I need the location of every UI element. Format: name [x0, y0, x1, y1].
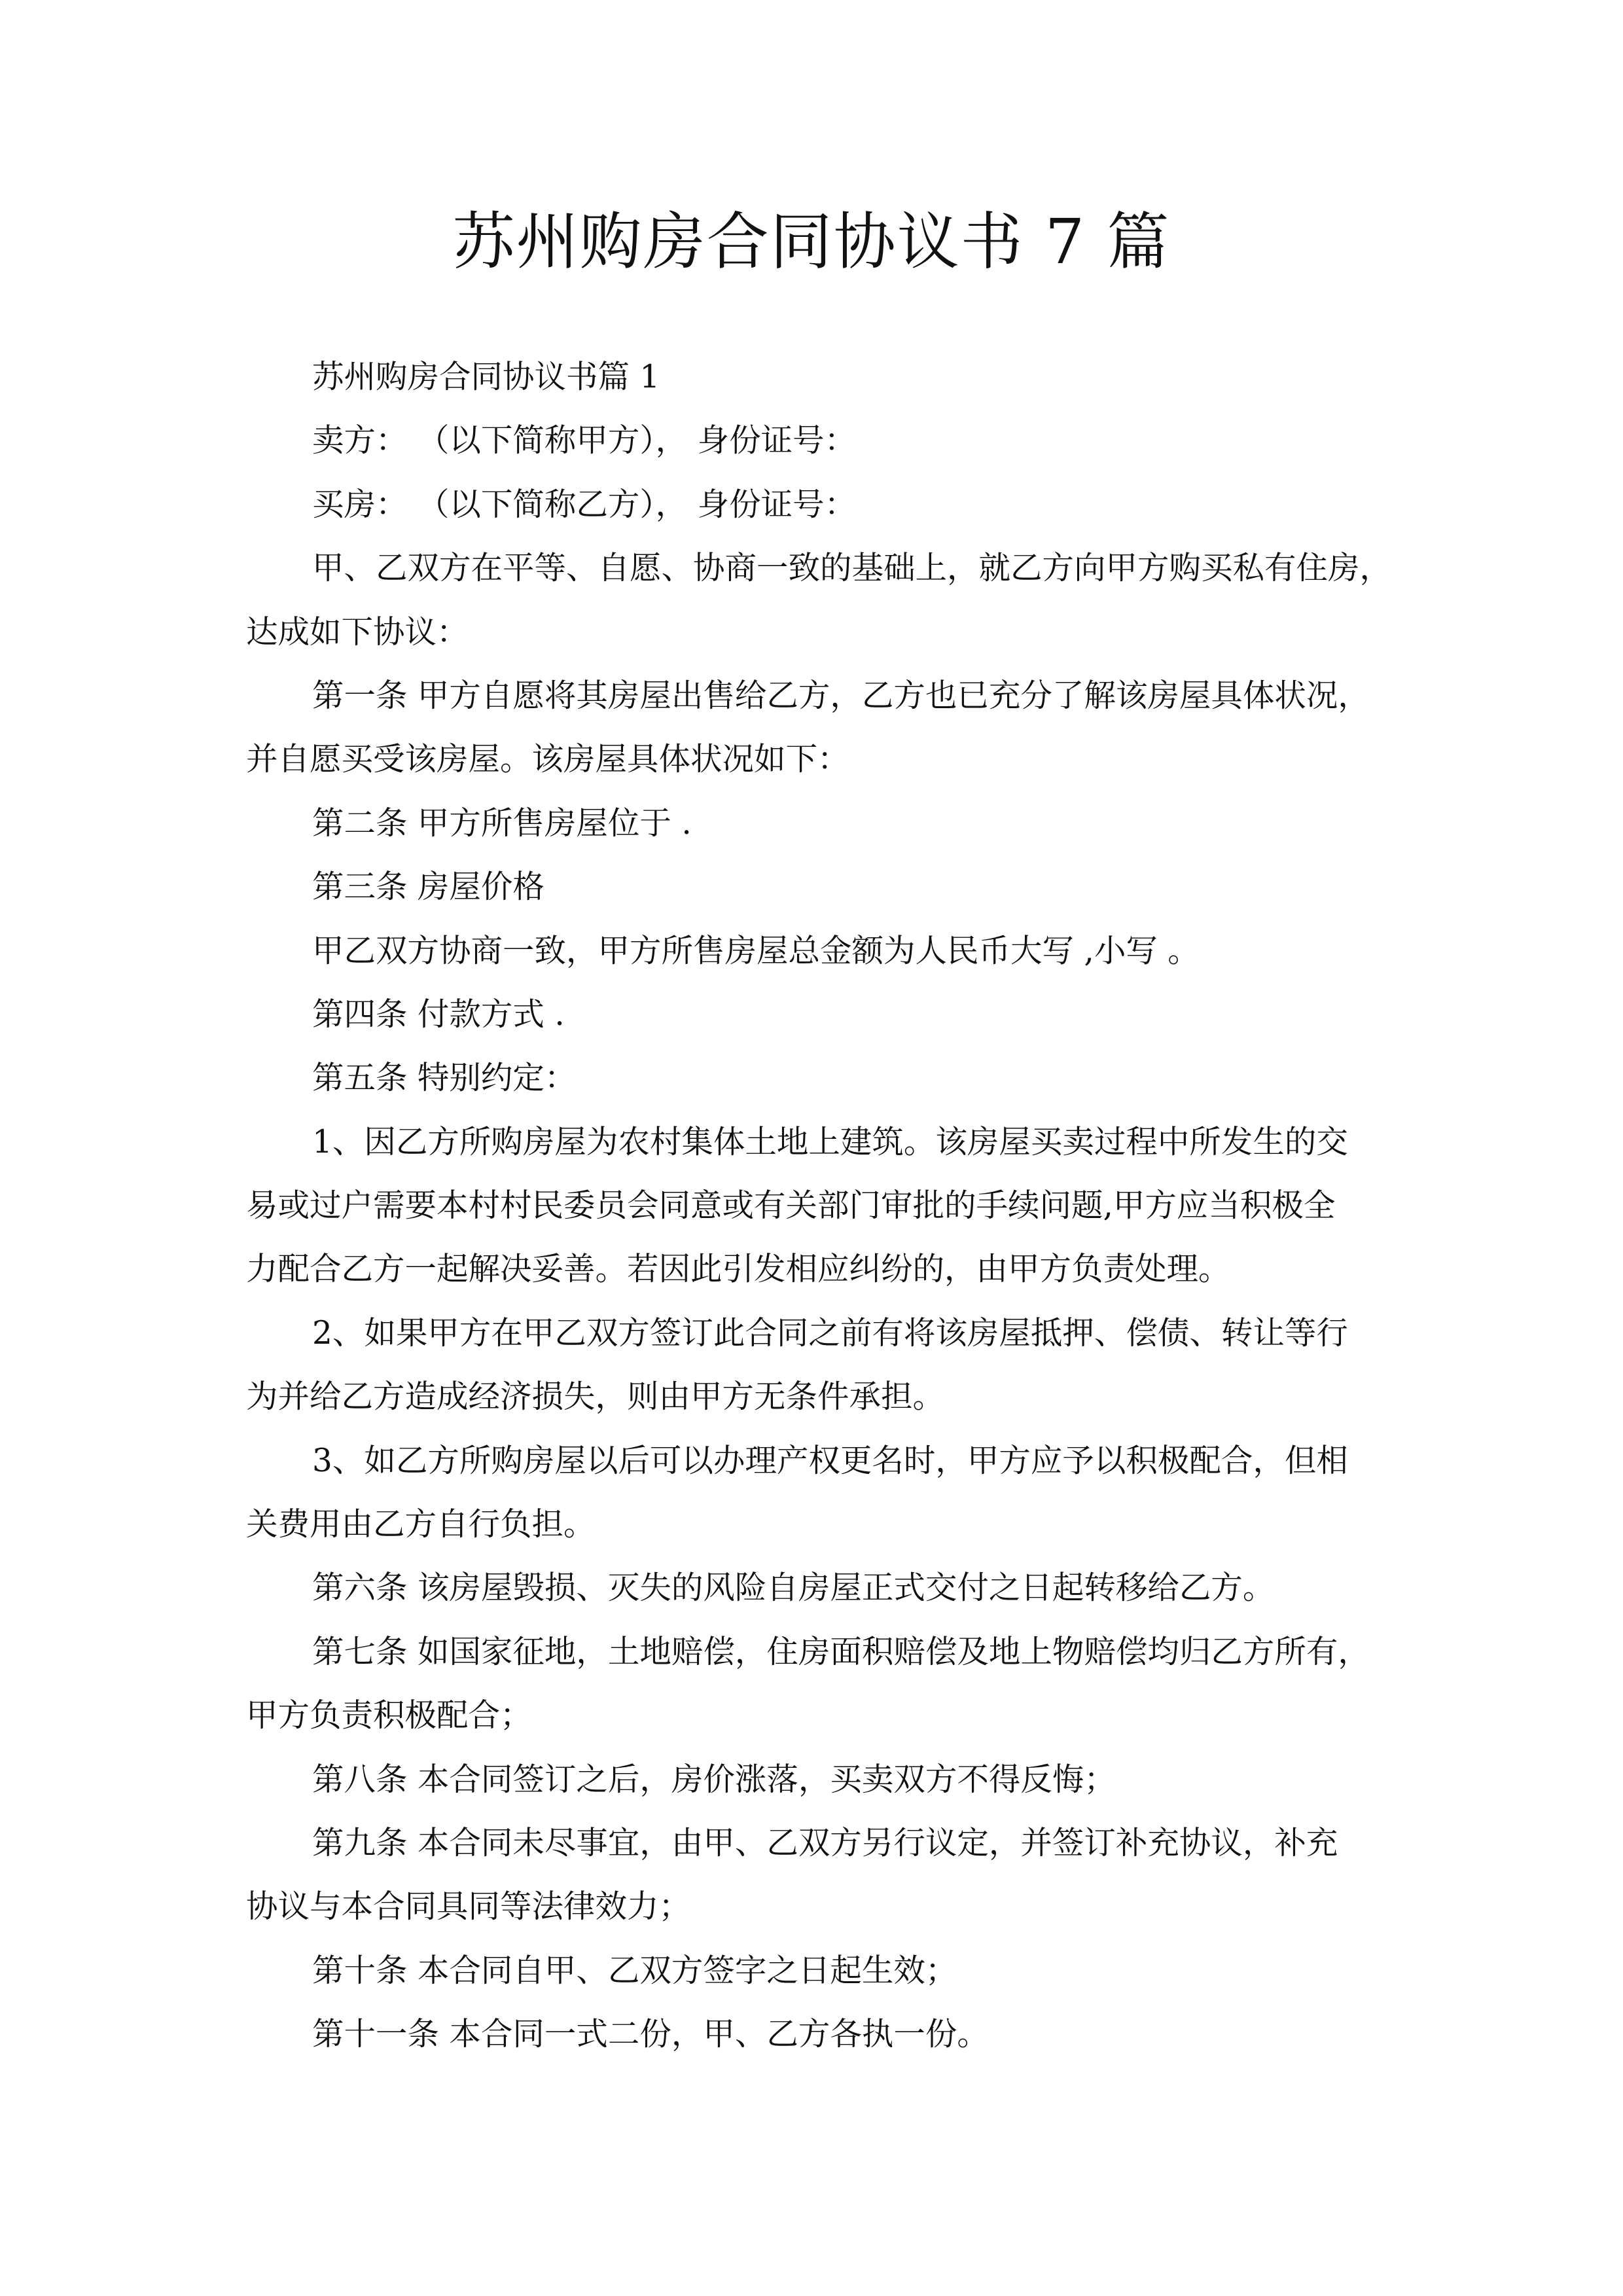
text-line: 关费用由乙方自行负担。: [246, 1506, 596, 1543]
text-line: 协议与本合同具同等法律效力；: [246, 1888, 691, 1926]
text-line: 第四条 付款方式 .: [312, 996, 565, 1033]
paragraph: [246, 473, 1398, 537]
paragraph: [246, 983, 1398, 1047]
paragraph: [246, 1812, 1398, 1939]
text-line: 甲、乙双方在平等、自愿、协商一致的基础上，就乙方向甲方购买私有住房，: [312, 550, 1392, 587]
text-line: 第六条 该房屋毁损、灭失的风险自房屋正式交付之日起转移给乙方。: [312, 1570, 1275, 1607]
paragraph: [246, 1047, 1398, 1110]
paragraph: [246, 920, 1398, 983]
paragraph: [246, 1111, 1398, 1302]
text-line: 苏州购房合同协议书篇 1: [312, 359, 660, 395]
text-line: 甲乙双方协商一致，甲方所售房屋总金额为人民币大写 ,小写 。: [312, 932, 1200, 969]
text-line: 3、如乙方所购房屋以后可以办理产权更名时，甲方应予以积极配合，但相: [312, 1442, 1348, 1479]
text-line: 为并给乙方造成经济损失，则由甲方无条件承担。: [246, 1378, 945, 1416]
text-line: 第七条 如国家征地，土地赔偿，住房面积赔偿及地上物赔偿均归乙方所有，: [312, 1633, 1370, 1670]
paragraph: [246, 855, 1398, 919]
paragraph: [246, 664, 1398, 792]
paragraph: [246, 1302, 1398, 1429]
text-line: 第五条 特别约定：: [312, 1060, 577, 1097]
text-line: 第十条 本合同自甲、乙双方签字之日起生效；: [312, 1952, 957, 1989]
paragraph: [246, 346, 1398, 409]
text-line: 第十一条 本合同一式二份，甲、乙方各执一份。: [312, 2016, 989, 2053]
document-title: 苏州购房合同协议书 7 篇: [452, 206, 1171, 278]
text-line: 买房： （以下简称乙方）， 身份证号：: [312, 486, 857, 523]
text-line: 第一条 甲方自愿将其房屋出售给乙方，乙方也已充分了解该房屋具体状况，: [312, 677, 1370, 714]
text-line: 第三条 房屋价格: [312, 869, 544, 906]
text-line: 第八条 本合同签订之后，房价涨落，买卖双方不得反悔；: [312, 1761, 1116, 1798]
document-body: [246, 346, 1398, 2067]
text-line: 并自愿买受该房屋。该房屋具体状况如下：: [246, 741, 849, 778]
text-line: 第二条 甲方所售房屋位于 .: [312, 804, 692, 842]
paragraph: [246, 409, 1398, 473]
paragraph: [246, 1621, 1398, 1748]
paragraph: [246, 537, 1398, 664]
text-line: 卖方： （以下简称甲方）， 身份证号：: [312, 422, 857, 459]
paragraph: [246, 792, 1398, 855]
text-line: 2、如果甲方在甲乙双方签订此合同之前有将该房屋抵押、偿债、转让等行: [312, 1314, 1348, 1352]
paragraph: [246, 1939, 1398, 2003]
paragraph: [246, 1556, 1398, 1620]
paragraph: [246, 1429, 1398, 1557]
text-line: 甲方负责积极配合；: [246, 1697, 532, 1734]
text-line: 力配合乙方一起解决妥善。若因此引发相应纠纷的，由甲方负责处理。: [246, 1251, 1230, 1288]
paragraph: [246, 1748, 1398, 1812]
text-line: 易或过户需要本村村民委员会同意或有关部门审批的手续问题,甲方应当积极全: [246, 1187, 1336, 1225]
paragraph: [246, 2003, 1398, 2066]
text-line: 达成如下协议：: [246, 613, 469, 651]
text-line: 第九条 本合同未尽事宜，由甲、乙双方另行议定，并签订补充协议，补充: [312, 1824, 1338, 1861]
text-line: 1、因乙方所购房屋为农村集体土地上建筑。该房屋买卖过程中所发生的交: [312, 1123, 1348, 1160]
